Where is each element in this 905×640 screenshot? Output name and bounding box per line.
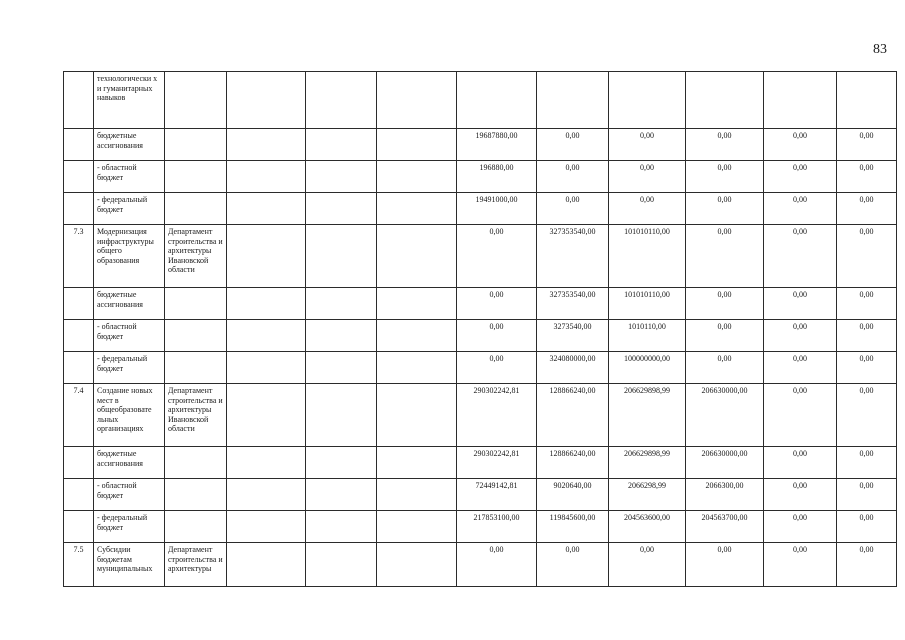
empty-cell <box>227 72 306 129</box>
item-name-cell: - федеральный бюджет <box>94 193 165 225</box>
table-row <box>64 479 897 511</box>
item-name-cell: - областной бюджет <box>94 320 165 352</box>
empty-cell <box>377 161 457 193</box>
empty-cell <box>227 161 306 193</box>
row-number-cell: 7.4 <box>64 384 94 447</box>
amount-cell: 19687880,00 <box>457 129 537 161</box>
department-cell <box>165 511 227 543</box>
amount-cell: 0,00 <box>686 225 764 288</box>
amount-cell: 206629898,99 <box>609 384 686 447</box>
amount-cell: 2066300,00 <box>686 479 764 511</box>
empty-cell <box>306 193 377 225</box>
table-row <box>64 225 897 288</box>
amount-cell: 0,00 <box>457 320 537 352</box>
department-cell <box>165 193 227 225</box>
budget-table <box>63 71 897 587</box>
empty-cell <box>377 447 457 479</box>
amount-cell: 72449142,81 <box>457 479 537 511</box>
empty-cell <box>306 161 377 193</box>
item-name-cell: Субсидии бюджетам муниципальных <box>94 543 165 587</box>
table-row <box>64 129 897 161</box>
empty-cell <box>306 543 377 587</box>
amount-cell: 290302242,81 <box>457 447 537 479</box>
empty-cell <box>377 543 457 587</box>
amount-cell: 324080000,00 <box>537 352 609 384</box>
amount-cell: 0,00 <box>837 352 897 384</box>
amount-cell: 0,00 <box>686 161 764 193</box>
empty-cell <box>306 129 377 161</box>
item-name-cell: бюджетные ассигнования <box>94 447 165 479</box>
amount-cell: 217853100,00 <box>457 511 537 543</box>
amount-cell: 0,00 <box>764 193 837 225</box>
department-cell <box>165 320 227 352</box>
amount-cell: 0,00 <box>837 320 897 352</box>
table-row <box>64 543 897 587</box>
row-number-cell <box>64 288 94 320</box>
empty-cell <box>227 225 306 288</box>
department-cell <box>165 479 227 511</box>
amount-cell <box>686 72 764 129</box>
empty-cell <box>227 352 306 384</box>
empty-cell <box>377 225 457 288</box>
amount-cell: 196880,00 <box>457 161 537 193</box>
amount-cell: 0,00 <box>764 384 837 447</box>
amount-cell: 204563700,00 <box>686 511 764 543</box>
amount-cell: 0,00 <box>764 479 837 511</box>
empty-cell <box>227 479 306 511</box>
amount-cell: 0,00 <box>537 161 609 193</box>
row-number-cell <box>64 511 94 543</box>
item-name-cell: технологически х и гуманитарных навыков <box>94 72 165 129</box>
empty-cell <box>306 384 377 447</box>
amount-cell <box>837 72 897 129</box>
amount-cell: 290302242,81 <box>457 384 537 447</box>
empty-cell <box>306 225 377 288</box>
table-row <box>64 384 897 447</box>
row-number-cell <box>64 479 94 511</box>
amount-cell: 0,00 <box>609 161 686 193</box>
amount-cell: 3273540,00 <box>537 320 609 352</box>
amount-cell: 128866240,00 <box>537 384 609 447</box>
table-row <box>64 352 897 384</box>
table-row <box>64 511 897 543</box>
amount-cell: 0,00 <box>686 129 764 161</box>
amount-cell: 0,00 <box>764 352 837 384</box>
amount-cell: 0,00 <box>837 384 897 447</box>
amount-cell: 327353540,00 <box>537 288 609 320</box>
table-row <box>64 320 897 352</box>
department-cell <box>165 161 227 193</box>
amount-cell: 0,00 <box>457 288 537 320</box>
amount-cell: 0,00 <box>686 288 764 320</box>
amount-cell: 0,00 <box>837 161 897 193</box>
row-number-cell <box>64 193 94 225</box>
amount-cell <box>537 72 609 129</box>
row-number-cell <box>64 447 94 479</box>
amount-cell: 0,00 <box>764 320 837 352</box>
row-number-cell: 7.3 <box>64 225 94 288</box>
amount-cell: 101010110,00 <box>609 288 686 320</box>
amount-cell: 0,00 <box>764 161 837 193</box>
empty-cell <box>227 193 306 225</box>
amount-cell: 0,00 <box>609 193 686 225</box>
table-row <box>64 288 897 320</box>
item-name-cell: - федеральный бюджет <box>94 511 165 543</box>
item-name-cell: Создание новых мест в общеобразовате льных организациях <box>94 384 165 447</box>
empty-cell <box>227 511 306 543</box>
row-number-cell <box>64 161 94 193</box>
amount-cell: 19491000,00 <box>457 193 537 225</box>
amount-cell: 0,00 <box>837 225 897 288</box>
empty-cell <box>377 511 457 543</box>
amount-cell: 0,00 <box>764 288 837 320</box>
empty-cell <box>306 511 377 543</box>
empty-cell <box>377 288 457 320</box>
amount-cell: 100000000,00 <box>609 352 686 384</box>
empty-cell <box>377 193 457 225</box>
table-row <box>64 193 897 225</box>
amount-cell: 0,00 <box>764 447 837 479</box>
empty-cell <box>377 320 457 352</box>
amount-cell: 0,00 <box>764 225 837 288</box>
row-number-cell <box>64 320 94 352</box>
department-cell <box>165 288 227 320</box>
amount-cell: 0,00 <box>837 447 897 479</box>
page-number: 83 <box>873 42 887 57</box>
amount-cell: 0,00 <box>837 129 897 161</box>
amount-cell: 1010110,00 <box>609 320 686 352</box>
empty-cell <box>227 320 306 352</box>
empty-cell <box>306 288 377 320</box>
amount-cell: 0,00 <box>457 225 537 288</box>
row-number-cell <box>64 352 94 384</box>
amount-cell: 0,00 <box>837 543 897 587</box>
amount-cell: 128866240,00 <box>537 447 609 479</box>
item-name-cell: - областной бюджет <box>94 479 165 511</box>
department-cell <box>165 72 227 129</box>
department-cell <box>165 129 227 161</box>
amount-cell: 9020640,00 <box>537 479 609 511</box>
empty-cell <box>306 352 377 384</box>
amount-cell: 0,00 <box>537 543 609 587</box>
empty-cell <box>227 288 306 320</box>
amount-cell: 206630000,00 <box>686 447 764 479</box>
amount-cell: 101010110,00 <box>609 225 686 288</box>
empty-cell <box>227 447 306 479</box>
amount-cell: 0,00 <box>764 129 837 161</box>
amount-cell: 0,00 <box>537 129 609 161</box>
amount-cell: 0,00 <box>686 543 764 587</box>
amount-cell: 0,00 <box>457 543 537 587</box>
amount-cell: 0,00 <box>837 193 897 225</box>
empty-cell <box>377 479 457 511</box>
table-row <box>64 72 897 129</box>
amount-cell: 0,00 <box>686 352 764 384</box>
amount-cell: 0,00 <box>837 479 897 511</box>
department-cell: Департамент строительства и архитектуры Ивановской области <box>165 384 227 447</box>
amount-cell: 0,00 <box>764 511 837 543</box>
amount-cell: 204563600,00 <box>609 511 686 543</box>
empty-cell <box>377 129 457 161</box>
amount-cell: 0,00 <box>837 288 897 320</box>
item-name-cell: - областной бюджет <box>94 161 165 193</box>
empty-cell <box>306 447 377 479</box>
amount-cell: 0,00 <box>537 193 609 225</box>
empty-cell <box>377 72 457 129</box>
row-number-cell: 7.5 <box>64 543 94 587</box>
empty-cell <box>306 479 377 511</box>
amount-cell <box>457 72 537 129</box>
department-cell: Департамент строительства и архитектуры <box>165 543 227 587</box>
amount-cell: 206629898,99 <box>609 447 686 479</box>
amount-cell: 0,00 <box>686 320 764 352</box>
item-name-cell: Модернизация инфраструктуры общего образования <box>94 225 165 288</box>
amount-cell: 0,00 <box>837 511 897 543</box>
row-number-cell <box>64 72 94 129</box>
empty-cell <box>377 384 457 447</box>
amount-cell: 0,00 <box>609 543 686 587</box>
department-cell: Департамент строительства и архитектуры Ивановской области <box>165 225 227 288</box>
item-name-cell: бюджетные ассигнования <box>94 288 165 320</box>
amount-cell <box>609 72 686 129</box>
amount-cell: 2066298,99 <box>609 479 686 511</box>
amount-cell: 119845600,00 <box>537 511 609 543</box>
amount-cell: 0,00 <box>764 543 837 587</box>
item-name-cell: бюджетные ассигнования <box>94 129 165 161</box>
amount-cell: 0,00 <box>609 129 686 161</box>
empty-cell <box>306 72 377 129</box>
table-row <box>64 161 897 193</box>
row-number-cell <box>64 129 94 161</box>
amount-cell <box>764 72 837 129</box>
amount-cell: 327353540,00 <box>537 225 609 288</box>
empty-cell <box>227 129 306 161</box>
empty-cell <box>227 384 306 447</box>
amount-cell: 0,00 <box>686 193 764 225</box>
amount-cell: 206630000,00 <box>686 384 764 447</box>
empty-cell <box>306 320 377 352</box>
empty-cell <box>377 352 457 384</box>
table-row <box>64 447 897 479</box>
item-name-cell: - федеральный бюджет <box>94 352 165 384</box>
amount-cell: 0,00 <box>457 352 537 384</box>
empty-cell <box>227 543 306 587</box>
department-cell <box>165 352 227 384</box>
department-cell <box>165 447 227 479</box>
